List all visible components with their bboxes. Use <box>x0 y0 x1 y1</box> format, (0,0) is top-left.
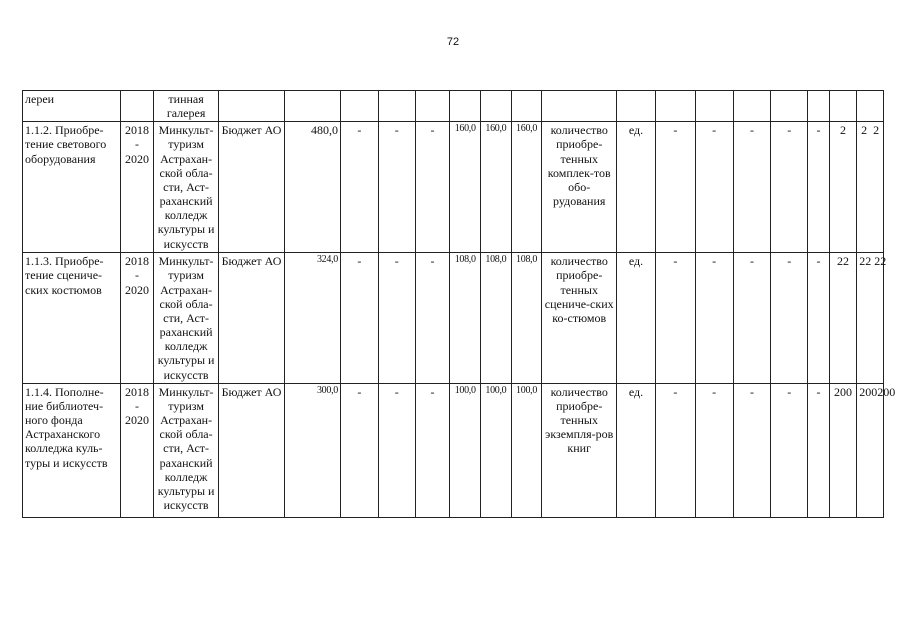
cell-d3 <box>415 91 450 122</box>
cell-v2 <box>481 91 512 122</box>
cell-v3 <box>511 91 542 122</box>
cell-source: Бюджет АО <box>219 383 284 517</box>
cell-e1 <box>655 91 695 122</box>
cell-e4: - <box>771 383 808 517</box>
cell-v1: 160,0 <box>450 122 481 253</box>
cell-total: 480,0 <box>284 122 340 253</box>
cell-t2: 2 2 <box>857 122 884 253</box>
cell-d1: - <box>340 122 378 253</box>
cell-executor: Минкульт-туризм Астрахан-ской обла-сти, Аст-раханский колледж культуры и искусств <box>153 383 218 517</box>
cell-t1 <box>829 91 857 122</box>
cell-e2 <box>695 91 733 122</box>
cell-executor: Минкульт-туризм Астрахан-ской обла-сти, Аст-раханский колледж культуры и искусств <box>153 122 218 253</box>
cell-e3: - <box>733 253 771 383</box>
cell-e4: - <box>771 122 808 253</box>
cell-e1: - <box>655 253 695 383</box>
table-row <box>23 122 884 253</box>
cell-v2: 108,0 <box>481 253 512 383</box>
cell-indicator: количество приобре-тенных комплек-тов обо-рудования <box>542 122 617 253</box>
cell-d2: - <box>378 253 415 383</box>
cell-v3: 100,0 <box>511 383 542 517</box>
cell-source: Бюджет АО <box>219 122 284 253</box>
cell-d2 <box>378 91 415 122</box>
cell-e2: - <box>695 383 733 517</box>
cell-d3: - <box>415 122 450 253</box>
cell-indicator: количество приобре-тенных сцениче-ских ко-стюмов <box>542 253 617 383</box>
cell-v2: 100,0 <box>481 383 512 517</box>
cell-executor: тинная галерея <box>153 91 218 122</box>
cell-d1: - <box>340 383 378 517</box>
cell-e2: - <box>695 253 733 383</box>
table-row <box>23 253 884 383</box>
cell-source: Бюджет АО <box>219 253 284 383</box>
cell-d3: - <box>415 253 450 383</box>
cell-executor: Минкульт-туризм Астрахан-ской обла-сти, Аст-раханский колледж культуры и искусств <box>153 253 218 383</box>
cell-name: 1.1.4. Пополне-ние библиотеч-ного фонда Астраханского колледжа куль-туры и искусств <box>23 383 121 517</box>
cell-name: 1.1.2. Приобре-тение светового оборудования <box>23 122 121 253</box>
program-activities-table <box>22 90 896 518</box>
cell-t2: 22 22 <box>857 253 884 383</box>
cell-name: 1.1.3. Приобре-тение сцениче-ских костюмов <box>23 253 121 383</box>
cell-e5: - <box>808 253 829 383</box>
cell-years: 2018 - 2020 <box>121 253 154 383</box>
cell-indicator <box>542 91 617 122</box>
cell-e4 <box>771 91 808 122</box>
cell-e3: - <box>733 383 771 517</box>
cell-years <box>121 91 154 122</box>
cell-d1: - <box>340 253 378 383</box>
cell-source <box>219 91 284 122</box>
cell-d2: - <box>378 383 415 517</box>
table-row <box>23 383 884 517</box>
cell-v2: 160,0 <box>481 122 512 253</box>
cell-v1: 100,0 <box>450 383 481 517</box>
cell-years: 2018 - 2020 <box>121 122 154 253</box>
cell-unit: ед. <box>617 383 656 517</box>
cell-unit <box>617 91 656 122</box>
cell-d2: - <box>378 122 415 253</box>
cell-t1: 2 <box>829 122 857 253</box>
cell-e3: - <box>733 122 771 253</box>
cell-unit: ед. <box>617 253 656 383</box>
cell-e5: - <box>808 383 829 517</box>
cell-v1: 108,0 <box>450 253 481 383</box>
cell-total: 324,0 <box>284 253 340 383</box>
cell-e4: - <box>771 253 808 383</box>
cell-e5: - <box>808 122 829 253</box>
cell-t2: 200200 <box>857 383 884 517</box>
cell-v1 <box>450 91 481 122</box>
cell-t1: 200 <box>829 383 857 517</box>
cell-e5 <box>808 91 829 122</box>
cell-e1: - <box>655 122 695 253</box>
cell-e1: - <box>655 383 695 517</box>
page-number: 72 <box>446 36 460 48</box>
cell-name: лереи <box>23 91 121 122</box>
cell-v3: 160,0 <box>511 122 542 253</box>
cell-e2: - <box>695 122 733 253</box>
cell-total: 300,0 <box>284 383 340 517</box>
cell-v3: 108,0 <box>511 253 542 383</box>
cell-t2 <box>857 91 884 122</box>
cell-e3 <box>733 91 771 122</box>
continuation-row <box>23 91 884 122</box>
cell-unit: ед. <box>617 122 656 253</box>
cell-t1: 22 <box>829 253 857 383</box>
cell-indicator: количество приобре-тенных экземпля-ров книг <box>542 383 617 517</box>
cell-d1 <box>340 91 378 122</box>
cell-years: 2018 - 2020 <box>121 383 154 517</box>
cell-total <box>284 91 340 122</box>
cell-d3: - <box>415 383 450 517</box>
